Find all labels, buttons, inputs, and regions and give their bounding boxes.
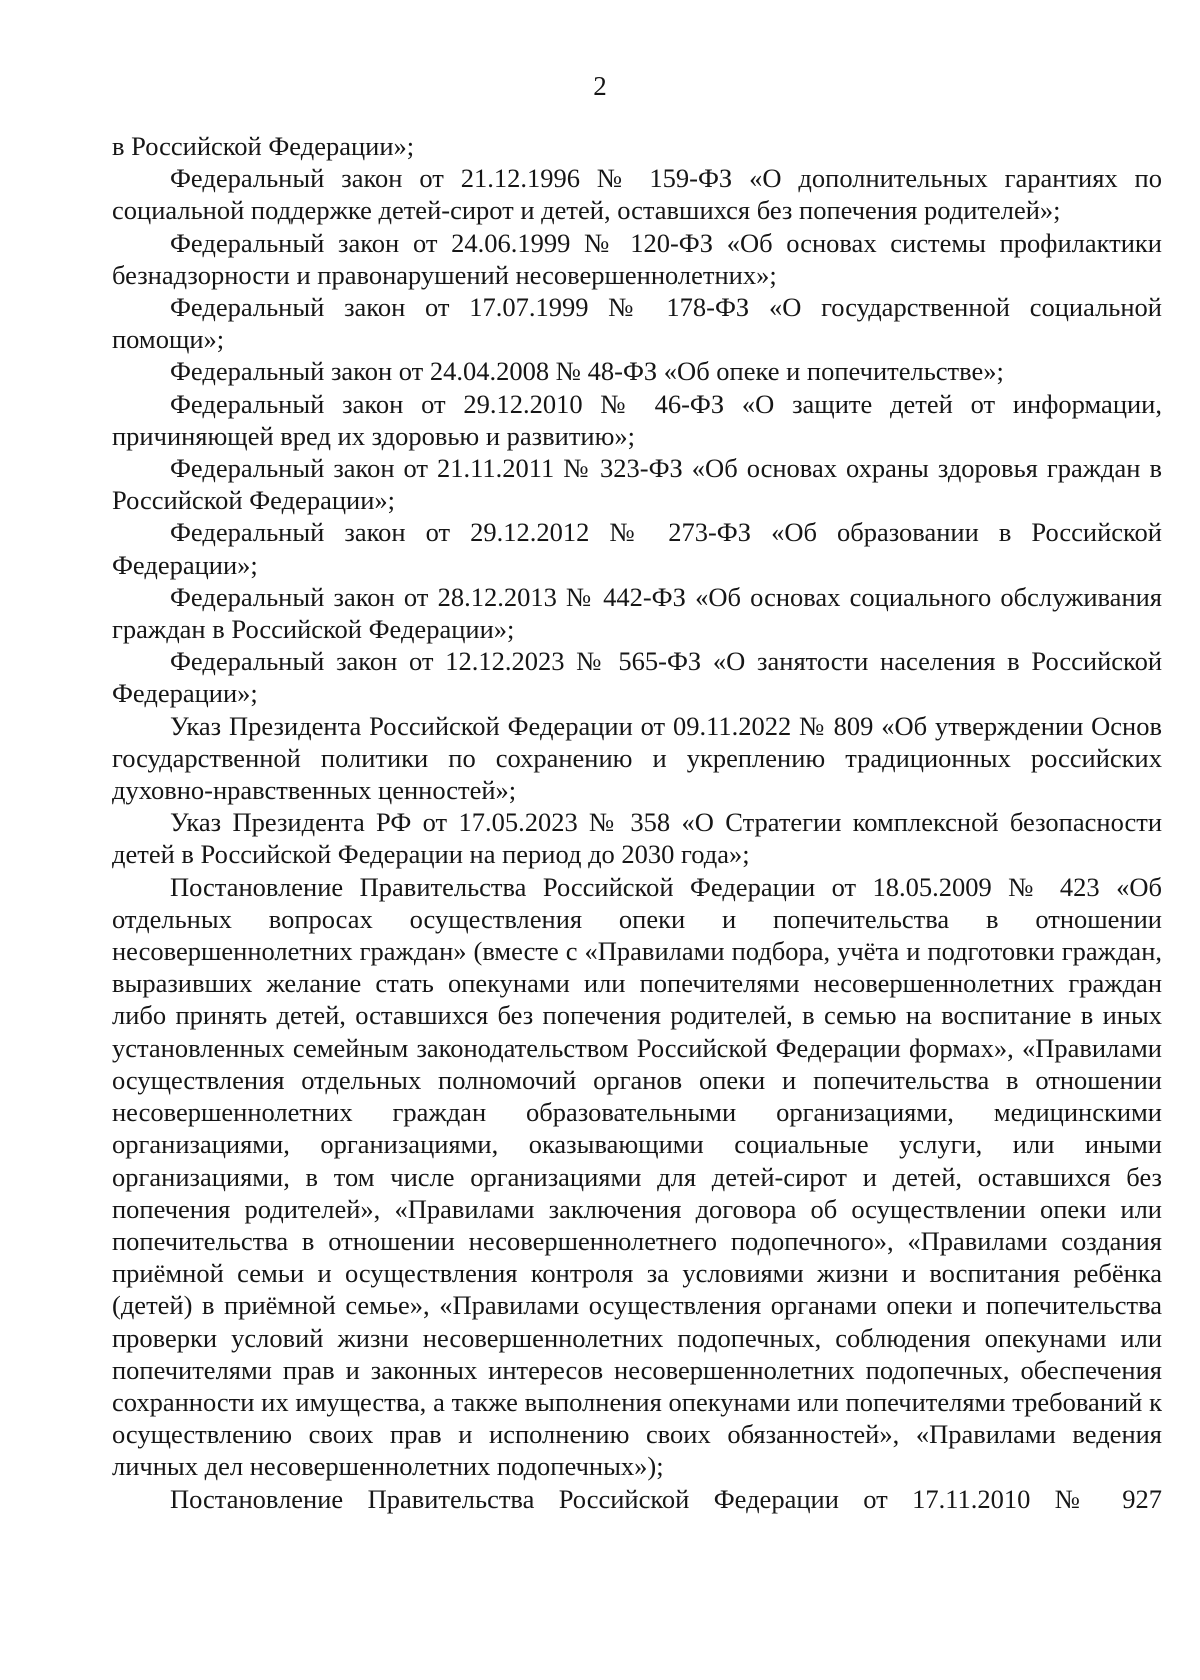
paragraph-law-442-fz: Федеральный закон от 28.12.2013 № 442-ФЗ «Об основах социального обслуживания граждан в Российской Федерации»;	[112, 581, 1162, 645]
paragraph-law-159-fz: Федеральный закон от 21.12.1996 № 159-ФЗ «О дополнительных гарантиях по социальной поддержке детей-сирот и детей, оставшихся без попечения родителей»;	[112, 163, 1162, 226]
paragraph-law-48-fz: Федеральный закон от 24.04.2008 № 48-ФЗ «Об опеке и попечительстве»;	[170, 356, 1004, 387]
page-number: 2	[593, 71, 607, 101]
document-body	[112, 130, 1162, 1515]
paragraph-law-273-fz: Федеральный закон от 29.12.2012 № 273-ФЗ «Об образовании в Российской Федерации»;	[112, 517, 1162, 580]
paragraph-decree-358: Указ Президента РФ от 17.05.2023 № 358 «О Стратегии комплексной безопасности детей в Российской Федерации на период до 2030 года»;	[112, 807, 1162, 870]
paragraph-decree-809: Указ Президента Российской Федерации от 09.11.2022 № 809 «Об утверждении Основ государственной политики по сохранению и укреплению традиционных российских духовно-нравственных ценностей»;	[112, 710, 1162, 806]
paragraph-law-46-fz: Федеральный закон от 29.12.2010 № 46-ФЗ «О защите детей от информации, причиняющей вред их здоровью и развитию»;	[112, 388, 1162, 451]
paragraph-resolution-423: Постановление Правительства Российской Федерации от 18.05.2009 № 423 «Об отдельных вопросах осуществления опеки и попечительства в отношении несовершеннолетних граждан» (вместе с «Правилами подбора, учёта и подготовки граждан, выразивших желание стать опекунами или попечителями несовершеннолетних граждан либо принять детей, оставшихся без попечения родителей, в семью на воспитание в иных установленных семейным законодательством Российской Федерации формах», «Правилами осуществления отдельных полномочий органов опеки и попечительства в отношении несовершеннолетних граждан образовательными организациями, медицинскими организациями, организациями, оказывающими социальные услуги, или иными организациями, в том числе организациями для детей-сирот и детей, оставшихся без попечения родителей», «Правилами заключения договора об осуществлении опеки или попечительства в отношении несовершеннолетнего подопечного», «Правилами создания приёмной семьи и осуществления контроля за условиями жизни и воспитания ребёнка (детей) в приёмной семье», «Правилами осуществления органами опеки и попечительства проверки условий жизни несовершеннолетних подопечных, соблюдения опекунами или попечителями прав и законных интересов несовершеннолетних подопечных, обеспечения сохранности их имущества, а также выполнения опекунами или попечителями требований к осуществлению своих прав и исполнению своих обязанностей», «Правилами ведения личных дел несовершеннолетних подопечных»);	[112, 871, 1162, 1482]
paragraph-law-323-fz: Федеральный закон от 21.11.2011 № 323-ФЗ «Об основах охраны здоровья граждан в Российской Федерации»;	[112, 453, 1162, 516]
paragraph-law-178-fz: Федеральный закон от 17.07.1999 № 178-ФЗ «О государственной социальной помощи»;	[112, 292, 1162, 355]
paragraph-law-565-fz: Федеральный закон от 12.12.2023 № 565-ФЗ «О занятости населения в Российской Федерации»;	[112, 646, 1162, 709]
paragraph-resolution-927: Постановление Правительства Российской Федерации от 17.11.2010 № 927	[170, 1483, 1162, 1514]
paragraph-law-120-fz: Федеральный закон от 24.06.1999 № 120-ФЗ «Об основах системы профилактики безнадзорности и правонарушений несовершеннолетних»;	[112, 227, 1162, 290]
paragraph-continuation: в Российской Федерации»;	[112, 131, 415, 161]
